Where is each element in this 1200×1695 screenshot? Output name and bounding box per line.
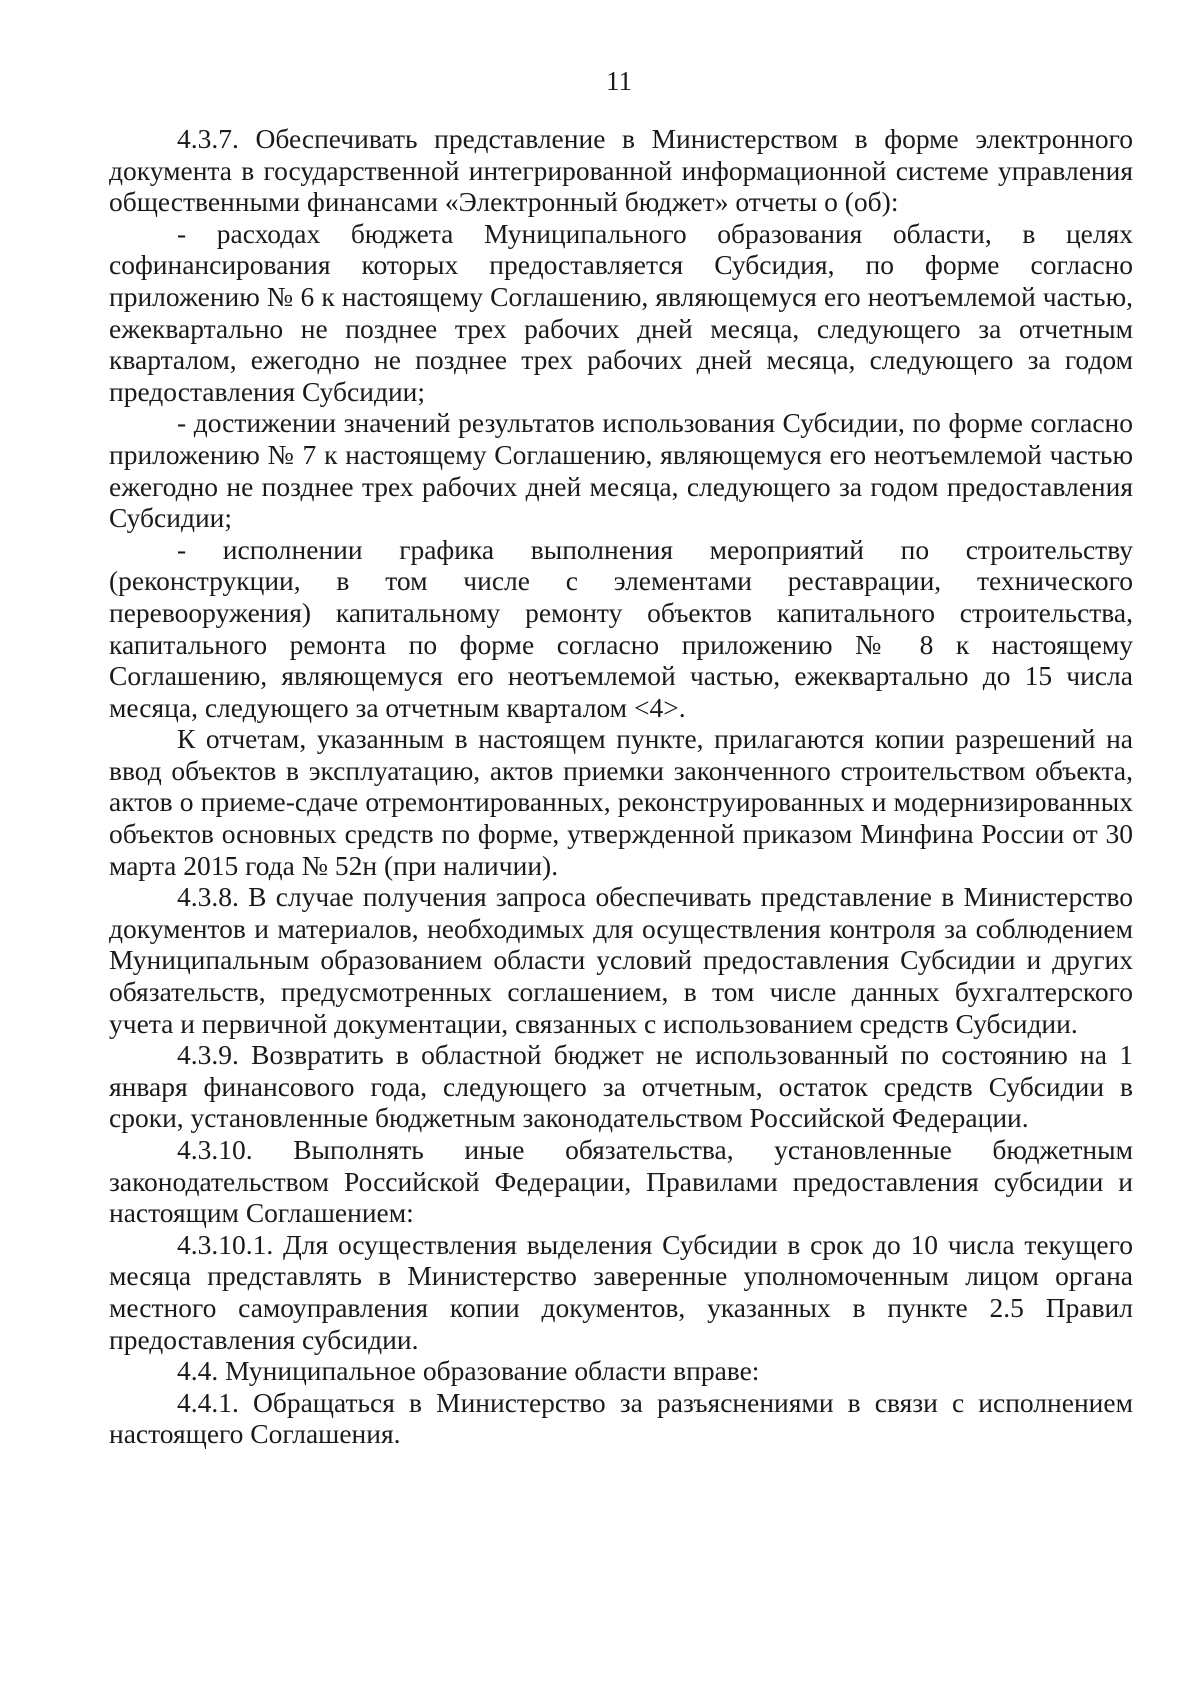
paragraph-4-3-8: 4.3.8. В случае получения запроса обеспечивать представление в Министерство документов и материалов, необходимых для осуществления контроля за соблюдением Муниципальным образованием области условий предоставления Субсидии и других обязательств, предусмотренных соглашением, в том числе данных бухгалтерского учета и первичной документации, связанных с использованием средств Субсидии. xyxy=(109,881,1133,1039)
paragraph-4-3-10: 4.3.10. Выполнять иные обязательства, установленные бюджетным законодательством Российской Федерации, Правилами предоставления субсидии и настоящим Соглашением: xyxy=(109,1134,1133,1229)
paragraph-report-attachments: К отчетам, указанным в настоящем пункте, прилагаются копии разрешений на ввод объектов в эксплуатацию, актов приемки законченного строительством объекта, актов о приеме-сдаче отремонтированных, реконструированных и модернизированных объектов основных средств по форме, утвержденной приказом Минфина России от 30 марта 2015 года № 52н (при наличии). xyxy=(109,723,1133,881)
list-item-results-report: - достижении значений результатов использования Субсидии, по форме согласно приложению № 7 к настоящему Соглашению, являющемуся его неотъемлемой частью ежегодно не позднее трех рабочих дней месяца, следующего за годом предоставления Субсидии; xyxy=(109,407,1133,534)
paragraph-4-3-7: 4.3.7. Обеспечивать представление в Министерством в форме электронного документа в государственной интегрированной информационной системе управления общественными финансами «Электронный бюджет» отчеты о (об): xyxy=(109,123,1133,218)
paragraph-4-3-10-1: 4.3.10.1. Для осуществления выделения Субсидии в срок до 10 числа текущего месяца представлять в Министерство заверенные уполномоченным лицом органа местного самоуправления копии документов, указанных в пункте 2.5 Правил предоставления субсидии. xyxy=(109,1228,1133,1355)
list-item-schedule-report: - исполнении графика выполнения мероприятий по строительству (реконструкции, в том числе с элементами реставрации, технического перевооружения) капитальному ремонту объектов капитального строительства, капитального ремонта по форме согласно приложению № 8 к настоящему Соглашению, являющемуся его неотъемлемой частью, ежеквартально до 15 числа месяца, следующего за отчетным кварталом <4>. xyxy=(109,533,1133,723)
paragraph-4-4: 4.4. Муниципальное образование области вправе: xyxy=(177,1355,760,1387)
list-item-expenses-report: - расходах бюджета Муниципального образования области, в целях софинансирования которых предоставляется Субсидия, по форме согласно приложению № 6 к настоящему Соглашению, являющемуся его неотъемлемой частью, ежеквартально не позднее трех рабочих дней месяца, следующего за отчетным кварталом, ежегодно не позднее трех рабочих дней месяца, следующего за годом предоставления Субсидии; xyxy=(109,217,1133,407)
paragraph-4-3-9: 4.3.9. Возвратить в областной бюджет не использованный по состоянию на 1 января финансового года, следующего за отчетным, остаток средств Субсидии в сроки, установленные бюджетным законодательством Российской Федерации. xyxy=(109,1039,1133,1134)
paragraph-4-4-1: 4.4.1. Обращаться в Министерство за разъяснениями в связи с исполнением настоящего Соглашения. xyxy=(109,1386,1133,1450)
document-body xyxy=(109,123,1133,1450)
page-number: 11 xyxy=(606,66,632,96)
